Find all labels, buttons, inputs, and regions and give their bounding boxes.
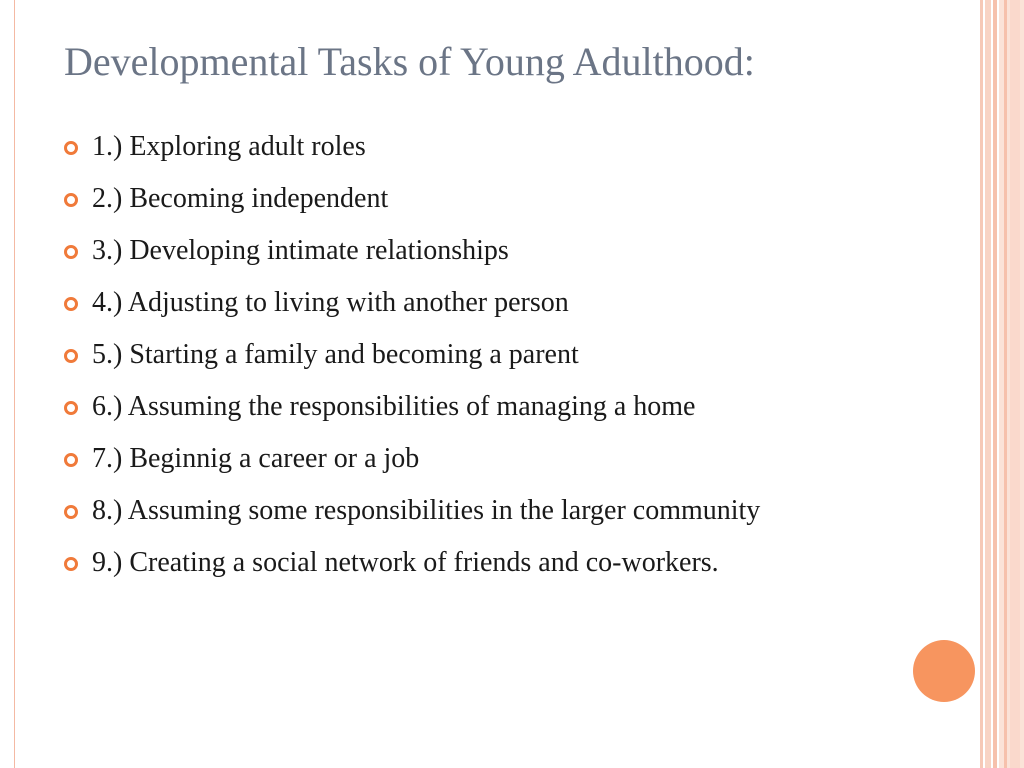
slide-title: Developmental Tasks of Young Adulthood: <box>64 39 755 84</box>
list-item-text: 1.) Exploring adult roles <box>92 131 366 162</box>
ring-bullet-icon <box>64 349 78 363</box>
list-item <box>64 178 894 220</box>
list-item-text: 6.) Assuming the responsibilities of managing a home <box>92 391 696 422</box>
list-item <box>64 334 894 376</box>
list-item-text: 4.) Adjusting to living with another person <box>92 287 569 318</box>
list-item <box>64 386 894 428</box>
decorative-stripe <box>980 0 983 768</box>
list-item-text: 2.) Becoming independent <box>92 183 389 214</box>
ring-bullet-icon <box>64 557 78 571</box>
decorative-stripe <box>993 0 997 768</box>
list-item <box>64 438 894 480</box>
ring-bullet-icon <box>64 401 78 415</box>
list-item-text: 7.) Beginnig a career or a job <box>92 443 420 474</box>
list-item <box>64 282 894 324</box>
ring-bullet-icon <box>64 141 78 155</box>
ring-bullet-icon <box>64 453 78 467</box>
list-item-text: 3.) Developing intimate relationships <box>92 235 509 266</box>
list-item-text: 8.) Assuming some responsibilities in the larger community <box>92 495 761 526</box>
decorative-stripe <box>1010 0 1020 768</box>
list-item-text: 9.) Creating a social network of friends and co-workers. <box>92 547 719 578</box>
decorative-circle <box>913 640 975 702</box>
list-item <box>64 230 894 272</box>
ring-bullet-icon <box>64 193 78 207</box>
list-item <box>64 490 894 532</box>
list-item-text: 5.) Starting a family and becoming a parent <box>92 339 579 370</box>
list-item <box>64 126 894 168</box>
decorative-stripe <box>985 0 991 768</box>
list-item <box>64 542 894 584</box>
bullet-list <box>64 126 894 594</box>
ring-bullet-icon <box>64 505 78 519</box>
decorative-stripe <box>1004 0 1007 768</box>
ring-bullet-icon <box>64 245 78 259</box>
ring-bullet-icon <box>64 297 78 311</box>
left-border-line <box>14 0 15 768</box>
